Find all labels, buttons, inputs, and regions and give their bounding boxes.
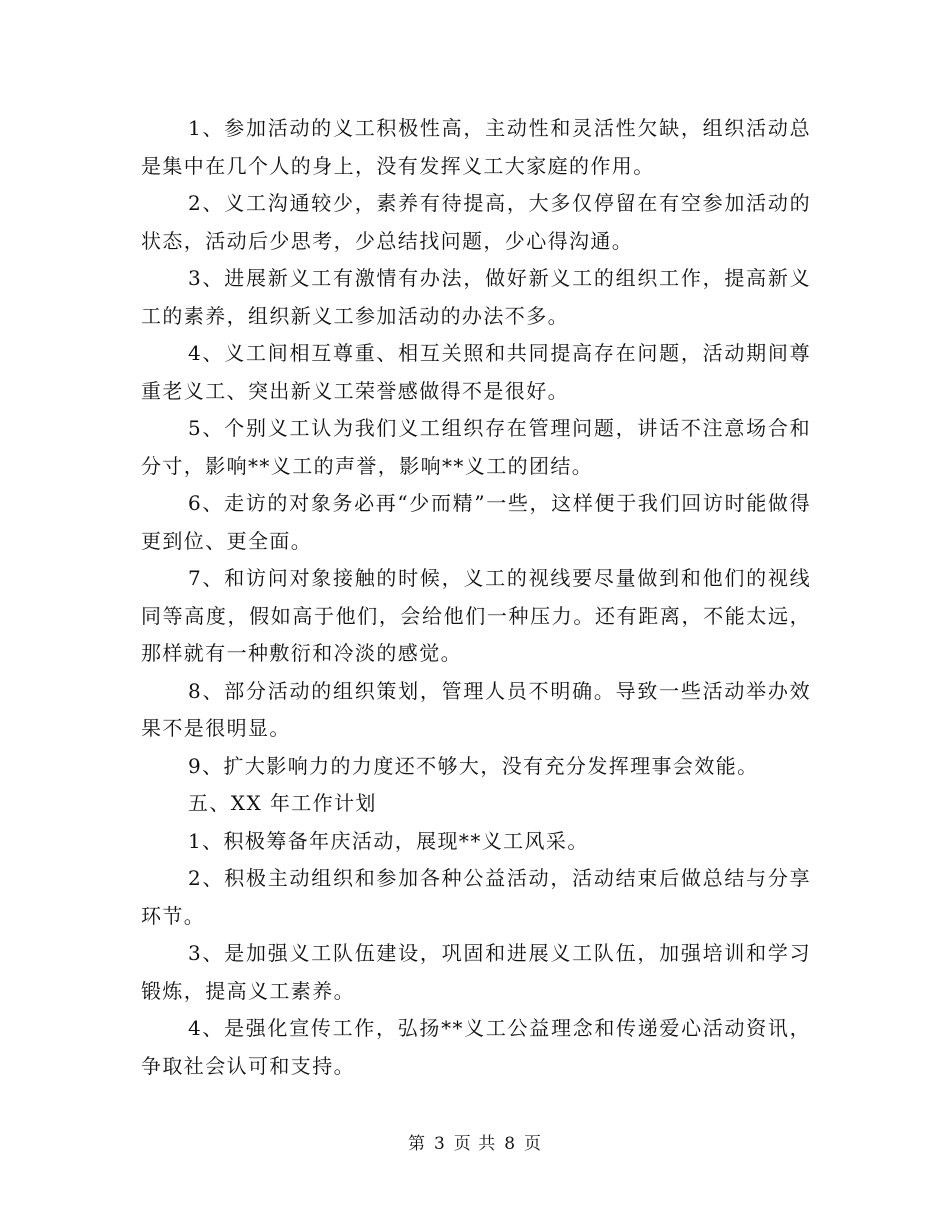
page-footer — [0, 1129, 950, 1154]
footer-total-pages: 8 — [504, 1134, 517, 1154]
document-body — [141, 110, 811, 1085]
paragraph-plan-1: 1、积极筹备年庆活动，展现**义工风采。 — [188, 828, 589, 853]
paragraph-issue-2: 2、义工沟通较少，素养有待提高，大多仅停留在有空参加活动的状态，活动后少思考，少总结找问题，少心得沟通。 — [141, 191, 811, 253]
paragraph-issue-5: 5、个别义工认为我们义工组织存在管理问题，讲话不注意场合和分寸，影响**义工的声誉，影响**义工的团结。 — [141, 416, 811, 478]
footer-middle: 页 共 — [453, 1134, 497, 1154]
paragraph-issue-3: 3、进展新义工有激情有办法，做好新义工的组织工作，提高新义工的素养，组织新义工参加活动的办法不多。 — [141, 266, 811, 328]
paragraph-issue-6: 6、走访的对象务必再“少而精”一些，这样便于我们回访时能做得更到位、更全面。 — [141, 491, 811, 553]
paragraph-issue-8: 8、部分活动的组织策划，管理人员不明确。导致一些活动举办效果不是很明显。 — [141, 678, 811, 740]
section-heading: 五、XX 年工作计划 — [188, 791, 377, 815]
paragraph-plan-3: 3、是加强义工队伍建设，巩固和进展义工队伍，加强培训和学习锻炼，提高义工素养。 — [141, 941, 811, 1003]
footer-prefix: 第 — [407, 1134, 426, 1154]
paragraph-issue-1: 1、参加活动的义工积极性高，主动性和灵活性欠缺，组织活动总是集中在几个人的身上，没有发挥义工大家庭的作用。 — [141, 116, 811, 178]
footer-suffix: 页 — [524, 1134, 543, 1154]
paragraph-issue-4: 4、义工间相互尊重、相互关照和共同提高存在问题，活动期间尊重老义工、突出新义工荣誉感做得不是很好。 — [141, 341, 811, 403]
paragraph-plan-2: 2、积极主动组织和参加各种公益活动，活动结束后做总结与分享环节。 — [141, 866, 811, 928]
paragraph-issue-7: 7、和访问对象接触的时候，义工的视线要尽量做到和他们的视线同等高度，假如高于他们，会给他们一种压力。还有距离，不能太远，那样就有一种敷衍和冷淡的感觉。 — [141, 566, 811, 665]
paragraph-issue-9: 9、扩大影响力的力度还不够大，没有充分发挥理事会效能。 — [188, 753, 759, 778]
footer-page-number: 3 — [433, 1134, 446, 1154]
paragraph-plan-4: 4、是强化宣传工作，弘扬**义工公益理念和传递爱心活动资讯，争取社会认可和支持。 — [141, 1016, 811, 1078]
